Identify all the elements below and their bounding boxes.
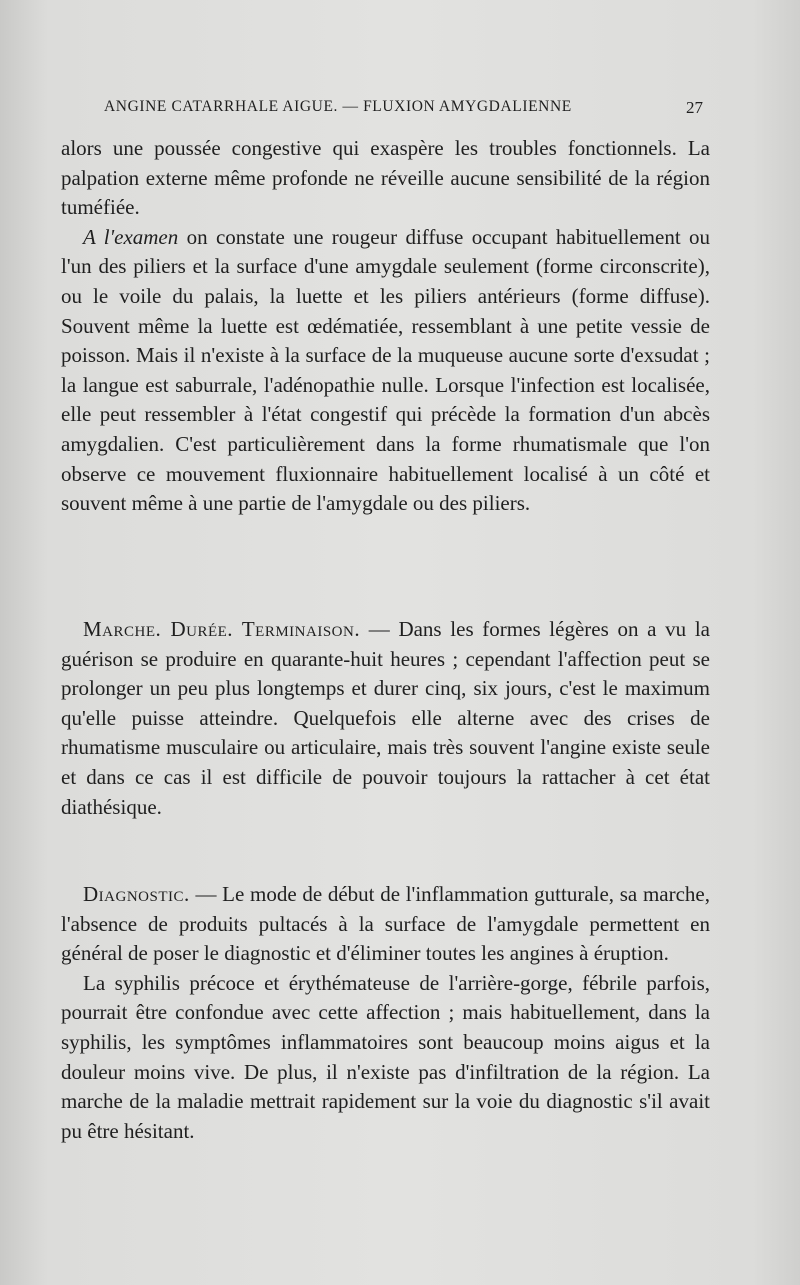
examen-lead: A l'examen (83, 224, 179, 249)
page-number: 27 (686, 98, 703, 117)
running-title: ANGINE CATARRHALE AIGUE. — FLUXION AMYGDALIENNE (104, 98, 572, 115)
paragraph-diagnostic (61, 880, 710, 969)
diagnostic-text: — Le mode de début de l'inflammation gutturale, sa marche, l'absence de produits pultacés à la surface de l'amygdale permettent en général de poser le diagnostic et d'éliminer toutes les angines à éruption. (61, 882, 710, 966)
paragraph-examen (61, 223, 710, 519)
text-block-marche (61, 615, 710, 822)
paragraph-palpation: alors une poussée congestive qui exaspère les troubles fonctionnels. La palpation externe même profonde ne réveille aucune sensibilité de la région tuméfiée. (61, 136, 710, 220)
paragraph-syphilis: La syphilis précoce et érythémateuse de l'arrière-gorge, fébrile parfois, pourrait être confondue avec cette affection ; mais habituellement, dans la syphilis, les symptômes inflammatoires sont beaucoup moins aigus et la douleur moins vive. De plus, il n'existe pas d'infiltration de la région. La marche de la maladie mettrait rapidement sur la voie du diagnostic s'il avait pu être hésitant. (61, 970, 710, 1143)
text-block-diagnostic (61, 880, 710, 1146)
text-block-symptoms (61, 134, 710, 519)
paragraph-marche (61, 615, 710, 822)
examen-text: on constate une rougeur diffuse occupant habituellement ou l'un des piliers et la surface d'une amygdale seulement (forme circonscrite), ou le voile du palais, la luette et les piliers antérieurs (forme diffuse). Souvent même la luette est œdématiée, ressemblant à une petite vessie de poisson. Mais il n'existe à la surface de la muqueuse aucune sorte d'exsudat ; la langue est saburrale, l'adénopathie nulle. Lorsque l'infection est localisée, elle peut ressembler à l'état congestif qui précède la formation d'un abcès amygdalien. C'est particulièrement dans la forme rhumatismale que l'on observe ce mouvement fluxionnaire habituellement localisé à un côté et souvent même à une partie de l'amygdale ou des piliers. (61, 224, 711, 516)
marche-text: — Dans les formes légères on a vu la guérison se produire en quarante-huit heures ; cependant l'affection peut se prolonger un peu plus longtemps et durer cinq, six jours, c'est le maximum qu'elle puisse atteindre. Quelquefois elle alterne avec des crises de rhumatisme musculaire ou articulaire, mais très souvent l'angine existe seule et dans ce cas il est difficile de pouvoir toujours la rattacher à cet état diathésique. (61, 617, 710, 819)
section-heading-diagnostic: Diagnostic. (83, 882, 190, 906)
section-heading-marche: Marche. Durée. Terminaison. (83, 617, 361, 641)
